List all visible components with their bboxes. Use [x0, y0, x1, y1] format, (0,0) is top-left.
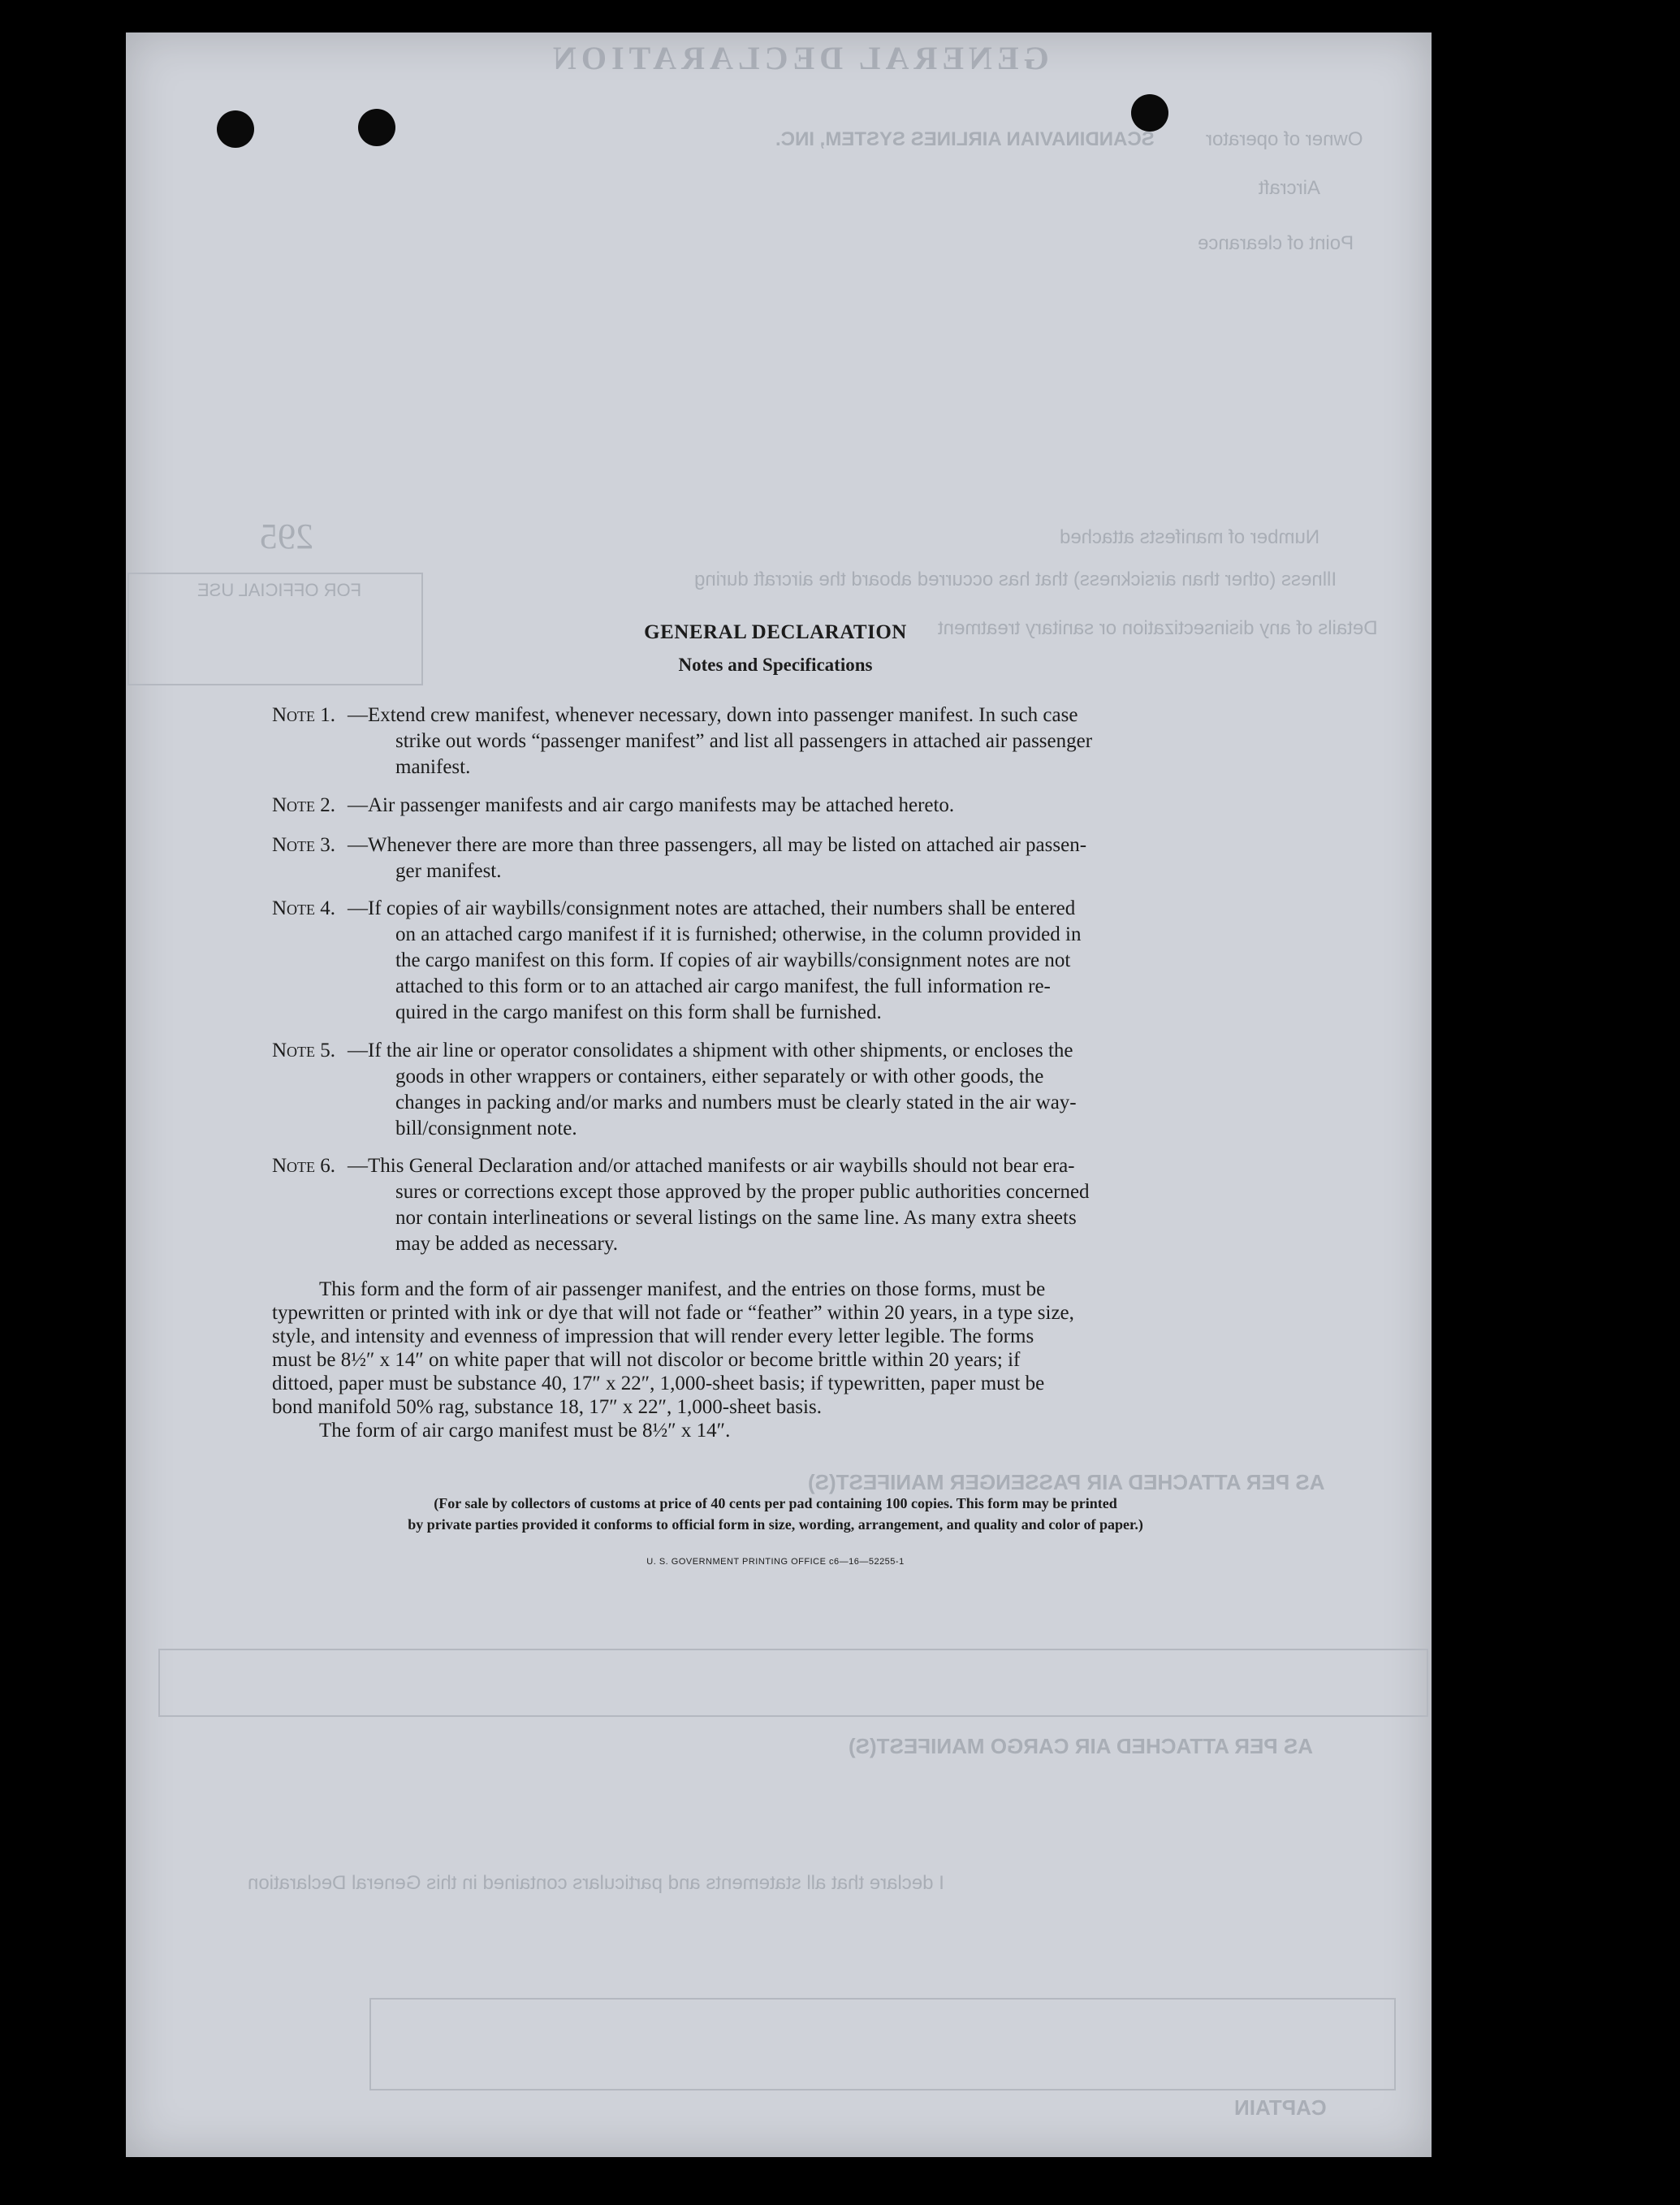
- note-label: Note 4.: [272, 897, 336, 919]
- paragraph-line: The form of air cargo manifest must be 8½″ x 14″.: [319, 1420, 731, 1442]
- note-line: changes in packing and/or marks and numbers must be clearly stated in the air way-: [395, 1092, 1077, 1113]
- paragraph-line: dittoed, paper must be substance 40, 17″ x 22″, 1,000-sheet basis; if typewritten, paper must be: [272, 1373, 1045, 1394]
- note-line: —Air passenger manifests and air cargo manifests may be attached hereto.: [348, 794, 955, 816]
- sale-note-line: by private parties provided it conforms to official form in size, wording, arrangement, and quality and color of paper.): [408, 1516, 1143, 1533]
- bleed-owner-label: Owner of operator: [1206, 128, 1363, 150]
- bleed-captain: CAPTAIN: [1234, 2095, 1327, 2120]
- note-line: —Whenever there are more than three passengers, all may be listed on attached air passen-: [348, 834, 1087, 856]
- note-line: bill/consignment note.: [395, 1118, 577, 1139]
- note-label: Note 3.: [272, 834, 336, 856]
- note-label: Note 2.: [272, 794, 336, 816]
- note-line: the cargo manifest on this form. If copies of air waybills/consignment notes are not: [395, 949, 1071, 971]
- bleed-illness-label: Illness (other than airsickness) that has occurred aboard the aircraft during: [694, 569, 1337, 590]
- note-line: manifest.: [395, 756, 471, 778]
- note-6: [272, 1153, 1279, 1257]
- paragraph-line: typewritten or printed with ink or dye that will not fade or “feather” within 20 years, in a type size,: [272, 1302, 1074, 1324]
- paragraph-line: bond manifold 50% rag, substance 18, 17″ x 22″, 1,000-sheet basis.: [272, 1396, 822, 1418]
- note-line: quired in the cargo manifest on this form shall be furnished.: [395, 1001, 882, 1023]
- note-line: ger manifest.: [395, 860, 502, 882]
- note-line: attached to this form or to an attached air cargo manifest, the full information re-: [395, 975, 1051, 997]
- bleed-point-label: Point of clearance: [1198, 232, 1354, 254]
- note-line: goods in other wrappers or containers, either separately or with other goods, the: [395, 1066, 1044, 1087]
- bleed-passenger-manifest: AS PER ATTACHED AIR PASSENGER MANIFEST(S): [808, 1470, 1325, 1494]
- bleed-operator: SCANDINAVIAN AIRLINES SYSTEM, INC.: [775, 128, 1155, 150]
- note-3: [272, 832, 1279, 884]
- bleed-aircraft-label: Aircraft: [1259, 177, 1321, 199]
- page-title: GENERAL DECLARATION: [644, 621, 907, 643]
- bleed-header: GENERAL DECLARATION: [548, 40, 1049, 76]
- note-label: Note 1.: [272, 704, 336, 726]
- note-line: —If the air line or operator consolidates a shipment with other shipments, or encloses the: [348, 1040, 1073, 1061]
- bleed-official-use: FOR OFFICIAL USE: [197, 580, 362, 600]
- note-2: [272, 793, 1279, 819]
- punch-hole: [217, 110, 254, 148]
- punch-hole: [358, 109, 395, 146]
- sale-note: [272, 1493, 1279, 1535]
- paragraph-line: This form and the form of air passenger manifest, and the entries on those forms, must be: [319, 1278, 1046, 1300]
- note-line: sures or corrections except those approved by the proper public authorities concerned: [395, 1181, 1090, 1203]
- form-requirements-paragraph: [272, 1278, 1279, 1448]
- bleed-declaration: I declare that all statements and particulars contained in this General Declaration: [248, 1872, 944, 1894]
- bleed-manifests-label: Number of manifests attached: [1060, 526, 1320, 548]
- document-page: [126, 32, 1432, 2157]
- paragraph-line: style, and intensity and evenness of impression that will render every letter legible. The forms: [272, 1325, 1034, 1347]
- printing-office-line: U. S. GOVERNMENT PRINTING OFFICE c6—16—52255-1: [646, 1557, 905, 1567]
- note-line: —This General Declaration and/or attached manifests or air waybills should not bear era-: [348, 1155, 1075, 1177]
- note-5: [272, 1038, 1279, 1142]
- bleed-number: 295: [260, 517, 313, 556]
- note-line: may be added as necessary.: [395, 1233, 618, 1255]
- note-line: strike out words “passenger manifest” and list all passengers in attached air passenger: [395, 730, 1093, 752]
- bleed-details-label: Details of any disinsectization or sanitary treatment: [938, 617, 1378, 639]
- paragraph-line: must be 8½″ x 14″ on white paper that will not discolor or become brittle within 20 years; if: [272, 1349, 1021, 1371]
- page-subtitle: Notes and Specifications: [678, 655, 873, 675]
- note-4: [272, 896, 1279, 1026]
- note-label: Note 6.: [272, 1155, 336, 1177]
- note-line: —If copies of air waybills/consignment notes are attached, their numbers shall be entered: [348, 897, 1076, 919]
- bleed-signature-box: [369, 1998, 1396, 2090]
- note-line: —Extend crew manifest, whenever necessary, down into passenger manifest. In such case: [348, 704, 1078, 726]
- bleed-cargo-table: [158, 1649, 1428, 1717]
- sale-note-line: (For sale by collectors of customs at price of 40 cents per pad containing 100 copies. This form may be printed: [434, 1495, 1117, 1511]
- note-1: [272, 703, 1279, 780]
- bleed-cargo-manifest: AS PER ATTACHED AIR CARGO MANIFEST(S): [849, 1734, 1313, 1758]
- note-line: on an attached cargo manifest if it is furnished; otherwise, in the column provided in: [395, 923, 1082, 945]
- note-line: nor contain interlineations or several listings on the same line. As many extra sheets: [395, 1207, 1077, 1229]
- note-label: Note 5.: [272, 1040, 336, 1061]
- punch-hole: [1131, 94, 1168, 132]
